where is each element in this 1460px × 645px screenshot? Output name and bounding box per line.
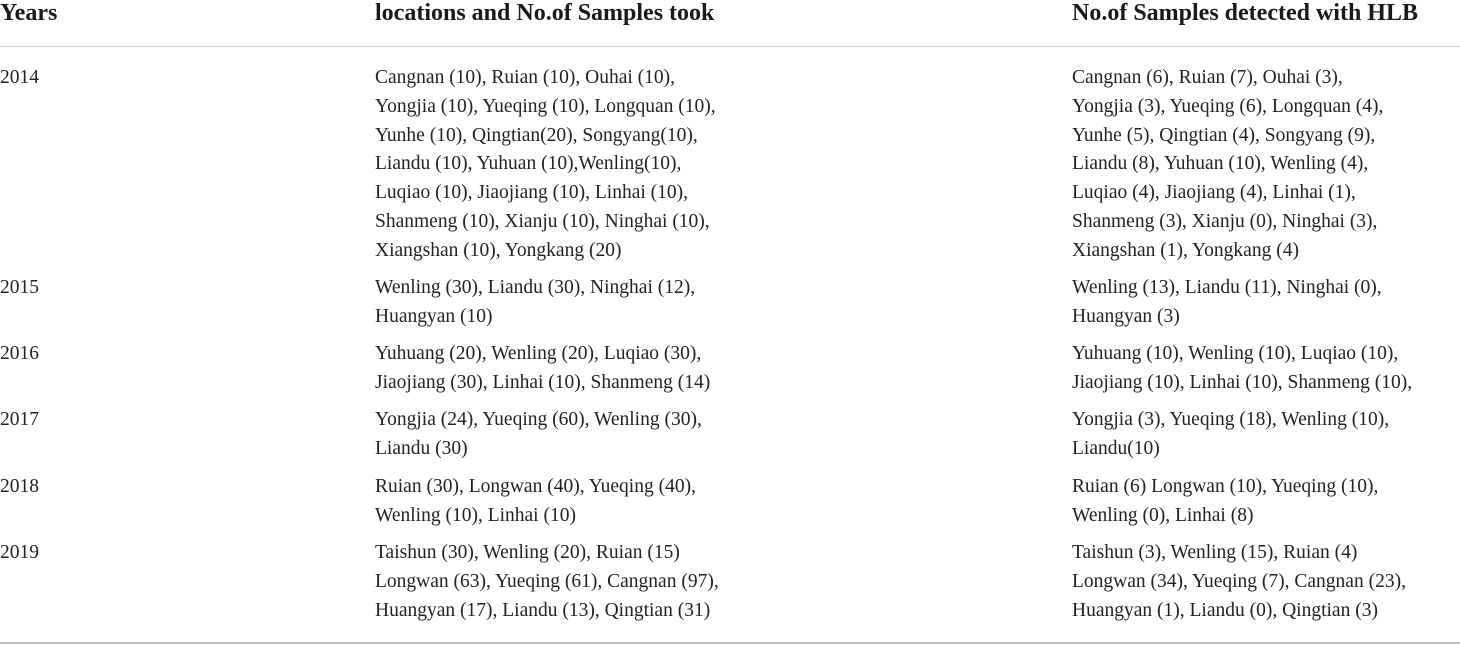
detected-line: Luqiao (4), Jiaojiang (4), Linhai (1), (1072, 182, 1356, 204)
cell-locations (375, 340, 710, 398)
detected-line: Huangyan (1), Liandu (0), Qingtian (3) (1072, 599, 1378, 621)
detected-line: Yongjia (3), Yueqing (18), Wenling (10), (1072, 409, 1390, 430)
cell-locations (375, 473, 696, 531)
locations-line: Wenling (10), Linhai (10) (375, 504, 576, 526)
cell-detected (1072, 539, 1406, 625)
cell-detected (1072, 340, 1412, 398)
cell-year: 2015 (0, 277, 39, 298)
cell-locations (375, 274, 695, 332)
locations-line: Shanmeng (10), Xianju (10), Ninghai (10), (375, 210, 710, 232)
detected-line: Cangnan (6), Ruian (7), Ouhai (3), (1072, 67, 1343, 88)
locations-line: Ruian (30), Longwan (40), Yueqing (40), (375, 476, 696, 497)
detected-line: Taishun (3), Wenling (15), Ruian (4) (1072, 542, 1358, 563)
header-detected: No.of Samples detected with HLB (1072, 0, 1418, 26)
cell-year: 2014 (0, 67, 39, 88)
detected-line: Wenling (0), Linhai (8) (1072, 504, 1254, 526)
locations-line: Yongjia (10), Yueqing (10), Longquan (10), (375, 95, 716, 117)
cell-detected (1072, 64, 1383, 266)
locations-line: Liandu (10), Yuhuan (10),Wenling(10), (375, 153, 682, 175)
locations-line: Cangnan (10), Ruian (10), Ouhai (10), (375, 67, 676, 88)
locations-line: Taishun (30), Wenling (20), Ruian (15) (375, 542, 680, 563)
locations-line: Wenling (30), Liandu (30), Ninghai (12), (375, 277, 696, 298)
cell-detected (1072, 406, 1389, 464)
cell-locations (375, 406, 702, 464)
locations-line: Jiaojiang (30), Linhai (10), Shanmeng (14) (375, 371, 711, 393)
locations-line: Liandu (30) (375, 437, 468, 459)
detected-line: Jiaojiang (10), Linhai (10), Shanmeng (10), (1072, 371, 1413, 393)
detected-line: Ruian (6) Longwan (10), Yueqing (10), (1072, 476, 1379, 497)
cell-detected (1072, 473, 1378, 531)
detected-line: Liandu(10) (1072, 437, 1160, 459)
table-header (0, 0, 1460, 47)
detected-line: Liandu (8), Yuhuan (10), Wenling (4), (1072, 153, 1369, 175)
detected-line: Longwan (34), Yueqing (7), Cangnan (23), (1072, 570, 1406, 592)
locations-line: Huangyan (10) (375, 305, 493, 327)
cell-locations (375, 64, 716, 266)
detected-line: Yuhuang (10), Wenling (10), Luqiao (10), (1072, 343, 1399, 364)
cell-year: 2019 (0, 542, 39, 563)
locations-line: Yunhe (10), Qingtian(20), Songyang(10), (375, 124, 698, 146)
header-locations: locations and No.of Samples took (375, 0, 715, 26)
locations-line: Longwan (63), Yueqing (61), Cangnan (97), (375, 570, 719, 592)
locations-line: Huangyan (17), Liandu (13), Qingtian (31) (375, 599, 711, 621)
cell-detected (1072, 274, 1382, 332)
locations-line: Luqiao (10), Jiaojiang (10), Linhai (10), (375, 182, 688, 204)
locations-line: Yuhuang (20), Wenling (20), Luqiao (30), (375, 343, 702, 364)
detected-line: Huangyan (3) (1072, 305, 1180, 327)
table-bottom-rule (0, 642, 1460, 644)
cell-year: 2018 (0, 476, 39, 497)
locations-line: Yongjia (24), Yueqing (60), Wenling (30), (375, 409, 702, 430)
detected-line: Yunhe (5), Qingtian (4), Songyang (9), (1072, 124, 1376, 146)
detected-line: Shanmeng (3), Xianju (0), Ninghai (3), (1072, 210, 1378, 232)
cell-year: 2017 (0, 409, 39, 430)
detected-line: Xiangshan (1), Yongkang (4) (1072, 239, 1299, 261)
header-years: Years (0, 0, 58, 26)
locations-line: Xiangshan (10), Yongkang (20) (375, 239, 622, 261)
cell-year: 2016 (0, 343, 39, 364)
cell-locations (375, 539, 719, 625)
detected-line: Yongjia (3), Yueqing (6), Longquan (4), (1072, 95, 1384, 117)
detected-line: Wenling (13), Liandu (11), Ninghai (0), (1072, 277, 1382, 298)
